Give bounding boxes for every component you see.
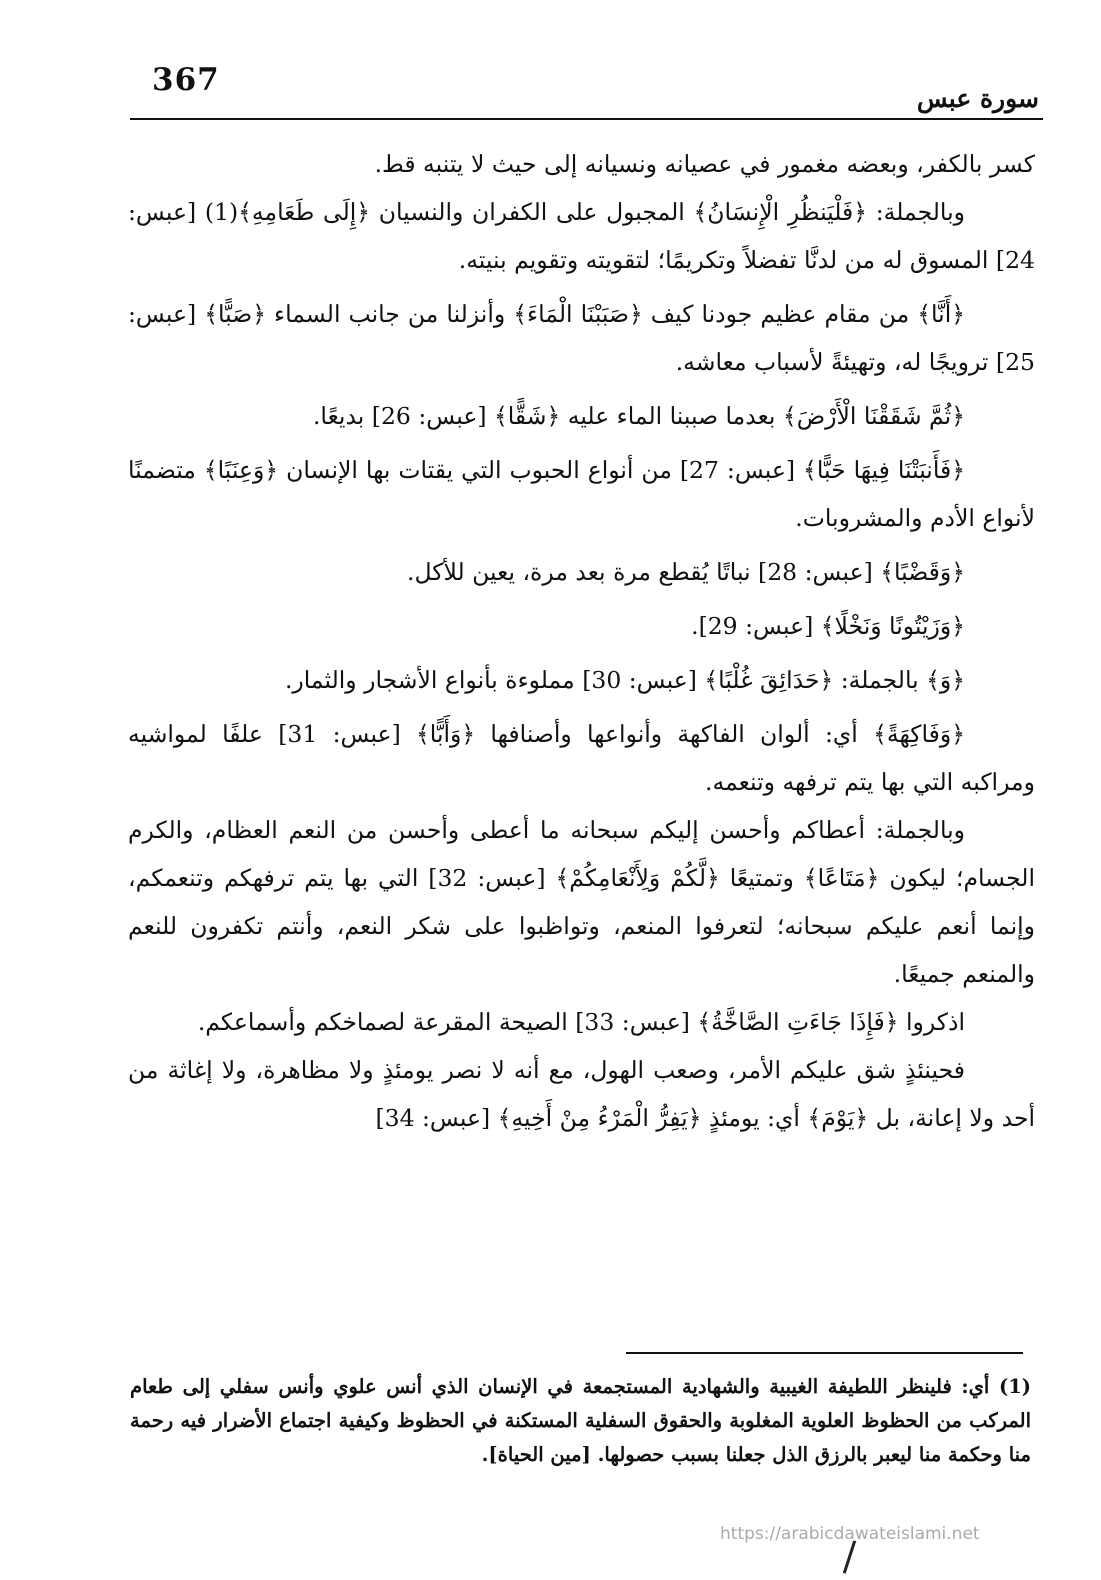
footnote-text: (1) أي: فلينظر اللطيفة الغيبية والشهادية المستجمعة في الإنسان الذي أنس علوي وأنس سفلي إلى طعام المركب من الحظوظ العلوية المغلوبة والحقوق السفلية المستكنة في الحظوظ وكيفية اجتماع الأضرار فيه رحمة منا وحكمة منا ليعبر بالرزق الذل جعلنا بسبب حصولها. [مين الحياة]. — [130, 1375, 1031, 1466]
paragraph-5: ﴿فَأَنبَتْنَا فِيهَا حَبًّا﴾ [عبس: 27] من أنواع الحبوب التي يقتات بها الإنسان ﴿وَعِنَبًا﴾ متضمنًا لأنواع الأدم والمشروبات. — [128, 456, 1035, 532]
paragraph-9: ﴿وَفَاكِهَةً﴾ أي: ألوان الفاكهة وأنواعها وأصنافها ﴿وَأَبًّا﴾ [عبس: 31] علفًا لمواشيه ومراكبه التي بها يتم ترفهه وتنعمه. — [128, 720, 1035, 796]
paragraph-6: ﴿وَقَضْبًا﴾ [عبس: 28] نباتًا يُقطع مرة بعد مرة، يعين للأكل. — [407, 558, 965, 586]
surah-title: سورة عبس — [916, 84, 1039, 113]
page-number: 367 — [152, 62, 220, 98]
footnote — [130, 1370, 1031, 1472]
paragraph-10: وبالجملة: أعطاكم وأحسن إليكم سبحانه ما أعطى وأحسن من النعم العظام، والكرم الجسام؛ ليكون ﴿مَتَاعًا﴾ وتمتيعًا ﴿لَّكُمْ وَلِأَنْعَامِكُمْ﴾ [عبس: 32] التي بها يتم ترفهكم وتنعمكم، وإنما أنعم عليكم سبحانه؛ لتعرفوا المنعم، وتواظبوا على شكر النعم، وأنتم تكفرون للنعم والمنعم جميعًا. — [128, 816, 1035, 988]
body-text — [128, 140, 1035, 1142]
paragraph-11: اذكروا ﴿فَإِذَا جَاءَتِ الصَّاخَّةُ﴾ [عبس: 33] الصيحة المقرعة لصماخكم وأسماعكم. — [197, 1008, 965, 1036]
paragraph-2: وبالجملة: ﴿فَلْيَنظُرِ الْإِنسَانُ﴾ المجبول على الكفران والنسيان ﴿إِلَى طَعَامِهِ﴾(1) [عبس: 24] المسوق له من لدنَّا تفضلاً وتكريمًا؛ لتقويته وتقويم بنيته. — [128, 198, 1035, 274]
paragraph-4: ﴿ثُمَّ شَقَقْنَا الْأَرْضَ﴾ بعدما صببنا الماء عليه ﴿شَقًّا﴾ [عبس: 26] بديعًا. — [312, 402, 965, 430]
paragraph-8: ﴿وَ﴾ بالجملة: ﴿حَدَائِقَ غُلْبًا﴾ [عبس: 30] مملوءة بأنواع الأشجار والثمار. — [284, 666, 965, 694]
footnote-rule — [626, 1352, 1023, 1354]
paragraph-1: كسر بالكفر، وبعضه مغمور في عصيانه ونسيانه إلى حيث لا يتنبه قط. — [374, 150, 1035, 178]
header-rule — [130, 118, 1043, 120]
paragraph-12: فحينئذٍ شق عليكم الأمر، وصعب الهول، مع أنه لا نصر يومئذٍ ولا مظاهرة، ولا إغاثة من أحد ولا إعانة، بل ﴿يَوْمَ﴾ أي: يومئذٍ ﴿يَفِرُّ الْمَرْءُ مِنْ أَخِيهِ﴾ [عبس: 34] — [128, 1056, 1035, 1132]
scan-mark — [843, 1540, 856, 1573]
watermark-url: https://arabicdawateislami.net — [720, 1524, 980, 1544]
paragraph-7: ﴿وَزَيْتُونًا وَنَخْلًا﴾ [عبس: 29]. — [691, 612, 965, 640]
paragraph-3: ﴿أَنَّا﴾ من مقام عظيم جودنا كيف ﴿صَبَبْنَا الْمَاءَ﴾ وأنزلنا من جانب السماء ﴿صَبًّا﴾ [عبس: 25] ترويجًا له، وتهيئةً لأسباب معاشه. — [128, 300, 1035, 376]
